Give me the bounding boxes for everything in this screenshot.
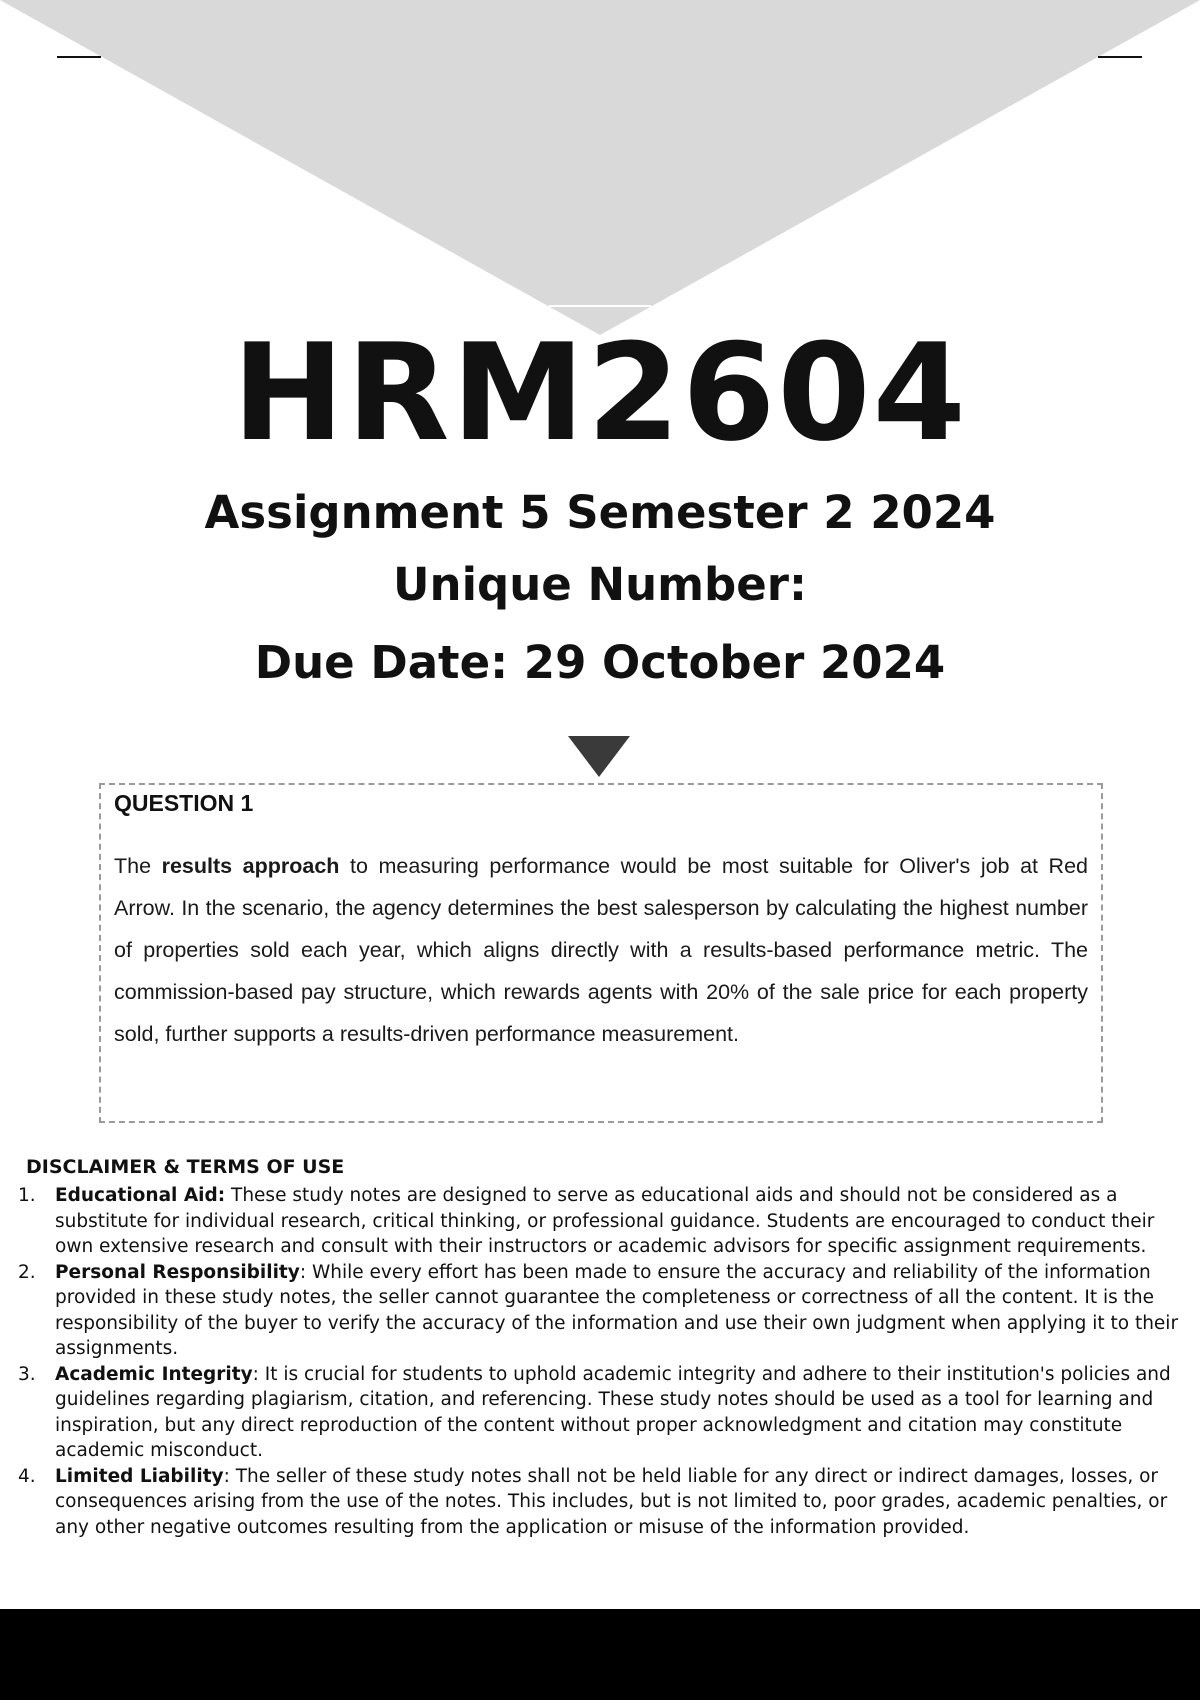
- terms-item: [18, 1362, 1190, 1464]
- terms-item: [18, 1183, 1190, 1260]
- terms-item: [18, 1260, 1190, 1362]
- down-arrow-icon: [568, 736, 630, 777]
- terms-item-heading: Limited Liability: [55, 1465, 224, 1487]
- bottom-black-bar: [0, 1609, 1200, 1700]
- terms-item: [18, 1464, 1190, 1541]
- course-code-title: HRM2604: [232, 315, 968, 471]
- terms-item-text: : The seller of these study notes shall not be held liable for any direct or indirect damages, losses, or consequences arising from the use of the notes. This includes, but is not limited to, poor grades, academic penalties, or any other negative outcomes resulting from the application or misuse of the information provided.: [55, 1465, 1168, 1538]
- terms-item-heading: Academic Integrity: [55, 1363, 253, 1385]
- terms-item-number: 3.: [18, 1363, 36, 1385]
- header-banner-chevron: [0, 0, 1200, 340]
- disclaimer-title: DISCLAIMER & TERMS OF USE: [26, 1156, 345, 1178]
- answer-emphasis: results approach: [161, 854, 340, 878]
- question-title: QUESTION 1: [114, 790, 254, 816]
- terms-item-heading: Personal Responsibility: [55, 1261, 300, 1283]
- answer-rest: to measuring performance would be most suitable for Oliver's job at Red Arrow. In the scenario, the agency determines the best salesperson by calculating the highest number of properties sold each year, which aligns directly with a results-based performance metric. The commission-based pay structure, which rewards agents with 20% of the sale price for each property sold, further supports a results-driven performance measurement.: [114, 854, 1088, 1046]
- terms-item-heading: Educational Aid:: [55, 1185, 226, 1206]
- terms-item-number: 1.: [18, 1185, 36, 1206]
- terms-item-number: 4.: [18, 1465, 36, 1487]
- terms-list: [18, 1183, 1190, 1540]
- answer-intro: The: [114, 854, 162, 878]
- terms-item-text: : It is crucial for students to uphold academic integrity and adhere to their institution's policies and guidelines regarding plagiarism, citation, and referencing. These study notes should be used as a tool for learning and inspiration, but any direct reproduction of the content without proper acknowledgment and citation may constitute academic misconduct.: [55, 1363, 1171, 1461]
- terms-item-text: : While every effort has been made to ensure the accuracy and reliability of the information provided in these study notes, the seller cannot guarantee the completeness or correctness of all the content. It is the responsibility of the buyer to verify the accuracy of the information and use their own judgment when applying it to their assignments.: [55, 1261, 1179, 1359]
- unique-number-label: Unique Number:: [393, 558, 807, 611]
- due-date-label: Due Date: 29 October 2024: [254, 636, 946, 689]
- answer-paragraph: [114, 845, 1088, 1055]
- terms-item-text: These study notes are designed to serve as educational aids and should not be considered as a substitute for individual research, critical thinking, or professional guidance. Students are encouraged to conduct their own extensive research and consult with their instructors or academic advisors for specific assignment requirements.: [55, 1185, 1155, 1257]
- corner-rule-left: [57, 56, 101, 58]
- terms-item-number: 2.: [18, 1261, 36, 1283]
- corner-rule-right: [1098, 56, 1142, 58]
- assignment-subtitle: Assignment 5 Semester 2 2024: [204, 486, 996, 539]
